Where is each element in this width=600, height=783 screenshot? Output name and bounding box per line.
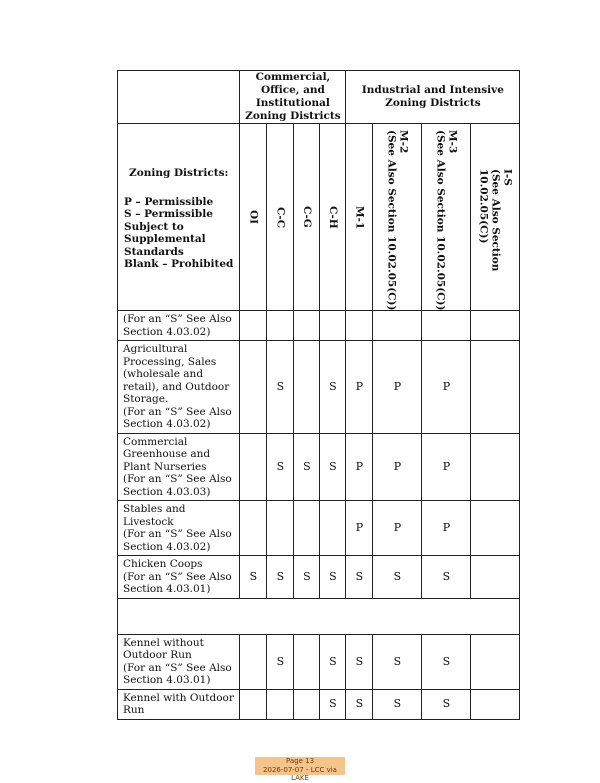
permission-cell: P — [422, 341, 471, 434]
permission-cell — [267, 501, 294, 556]
table-row — [118, 556, 520, 599]
permission-cell — [294, 689, 320, 719]
use-label: (For an “S” See Also Section 4.03.02) — [123, 313, 232, 338]
use-label: Chicken Coops (For an “S” See Also Section 4.03.01) — [123, 558, 232, 596]
use-label: Stables and Livestock (For an “S” See Also Section 4.03.02) — [123, 503, 232, 553]
col-label: C-G — [300, 206, 313, 229]
permission-cell: S — [373, 634, 422, 689]
permission-cell — [240, 689, 267, 719]
group-header-row — [118, 71, 520, 124]
col-label: M-2 (See Also Section 10.02.05(C)) — [385, 130, 410, 311]
legend-title: Zoning Districts: — [129, 167, 229, 180]
permission-cell: S — [373, 556, 422, 599]
permission-cell: S — [267, 433, 294, 501]
permission-cell — [267, 311, 294, 341]
permission-cell: S — [422, 634, 471, 689]
table-row — [118, 689, 520, 719]
use-label: Agricultural Processing, Sales (wholesale and retail), and Outdoor Storage. (For an “S” See Also Section 4.03.02) — [123, 343, 232, 431]
permission-cell: S — [320, 433, 346, 501]
permission-cell — [240, 634, 267, 689]
permission-cell: S — [422, 556, 471, 599]
col-label: C-C — [274, 206, 287, 228]
permission-cell — [471, 433, 520, 501]
permission-cell: S — [267, 556, 294, 599]
permission-cell — [320, 311, 346, 341]
permission-cell — [294, 634, 320, 689]
permission-cell: S — [346, 689, 373, 719]
table-row — [118, 341, 520, 434]
col-header-m1 — [346, 124, 373, 311]
use-cell — [118, 311, 240, 341]
col-header-oi — [240, 124, 267, 311]
use-label: Commercial Greenhouse and Plant Nurseries (For an “S” See Also Section 4.03.03) — [123, 435, 232, 498]
legend-line: P – Permissible — [124, 195, 214, 208]
permission-cell — [471, 501, 520, 556]
permission-cell: S — [346, 556, 373, 599]
col-header-cc — [267, 124, 294, 311]
permission-cell: P — [422, 433, 471, 501]
permission-cell — [294, 341, 320, 434]
permission-cell: P — [422, 501, 471, 556]
permission-cell: S — [320, 634, 346, 689]
use-cell — [118, 598, 520, 634]
permission-cell: S — [320, 556, 346, 599]
table-row — [118, 634, 520, 689]
col-label: OI — [247, 210, 260, 225]
permission-cell — [320, 501, 346, 556]
use-cell — [118, 433, 240, 501]
permission-cell — [471, 311, 520, 341]
permission-cell — [346, 311, 373, 341]
group-industrial: Industrial and Intensive Zoning Districts — [346, 71, 520, 124]
legend-line: Blank – Prohibited — [124, 258, 234, 271]
col-label: M-3 (See Also Section 10.02.05(C)) — [434, 130, 459, 311]
permission-cell — [471, 689, 520, 719]
corner-cell — [118, 71, 240, 124]
column-header-row — [118, 124, 520, 311]
table-row — [118, 433, 520, 501]
col-label: C-H — [326, 205, 339, 229]
permission-cell: S — [373, 689, 422, 719]
permission-cell — [422, 311, 471, 341]
table-row — [118, 598, 520, 634]
permission-cell — [471, 634, 520, 689]
permission-cell: P — [373, 341, 422, 434]
permission-cell: S — [294, 556, 320, 599]
group-commercial: Commercial, Office, and Institutional Zoning Districts — [240, 71, 346, 124]
use-cell — [118, 689, 240, 719]
permission-cell — [471, 341, 520, 434]
permission-cell: S — [320, 689, 346, 719]
table-row — [118, 311, 520, 341]
legend-line: Subject to — [124, 220, 184, 233]
use-cell — [118, 501, 240, 556]
col-label: I-S (See Also Section 10.02.05(C)) — [477, 169, 514, 272]
table-row — [118, 501, 520, 556]
col-header-m2 — [373, 124, 422, 311]
permission-cell: S — [422, 689, 471, 719]
page-stamp — [255, 757, 345, 782]
permission-cell: P — [346, 341, 373, 434]
permission-cell: P — [373, 433, 422, 501]
permission-cell — [240, 501, 267, 556]
permission-cell: P — [346, 433, 373, 501]
permission-cell: S — [346, 634, 373, 689]
permission-cell — [240, 433, 267, 501]
use-cell — [118, 634, 240, 689]
col-header-m3 — [422, 124, 471, 311]
use-label: Kennel with Outdoor Run — [123, 691, 234, 717]
stamp-text: 2026-07-07 - LCC via LAKE — [263, 765, 337, 782]
use-cell — [118, 341, 240, 434]
zoning-table — [117, 70, 520, 720]
permission-cell: P — [373, 501, 422, 556]
col-header-cg — [294, 124, 320, 311]
use-label: Kennel without Outdoor Run (For an “S” See Also Section 4.03.01) — [123, 636, 232, 687]
permission-cell — [267, 689, 294, 719]
use-cell — [118, 556, 240, 599]
permission-cell — [240, 341, 267, 434]
permission-cell: S — [294, 433, 320, 501]
legend-line: Standards — [124, 245, 184, 258]
permission-cell — [471, 556, 520, 599]
permission-cell: S — [267, 634, 294, 689]
col-header-is — [471, 124, 520, 311]
page-number: Page 13 — [285, 757, 315, 765]
legend-line: Supplemental — [124, 233, 206, 246]
permission-cell: S — [320, 341, 346, 434]
legend — [118, 124, 240, 311]
permission-cell: S — [267, 341, 294, 434]
permission-cell — [373, 311, 422, 341]
col-label: M-1 — [353, 205, 366, 229]
permission-cell: P — [346, 501, 373, 556]
permission-cell: S — [240, 556, 267, 599]
col-header-ch — [320, 124, 346, 311]
legend-line: S – Permissible — [124, 208, 213, 221]
permission-cell — [294, 311, 320, 341]
permission-cell — [294, 501, 320, 556]
permission-cell — [240, 311, 267, 341]
